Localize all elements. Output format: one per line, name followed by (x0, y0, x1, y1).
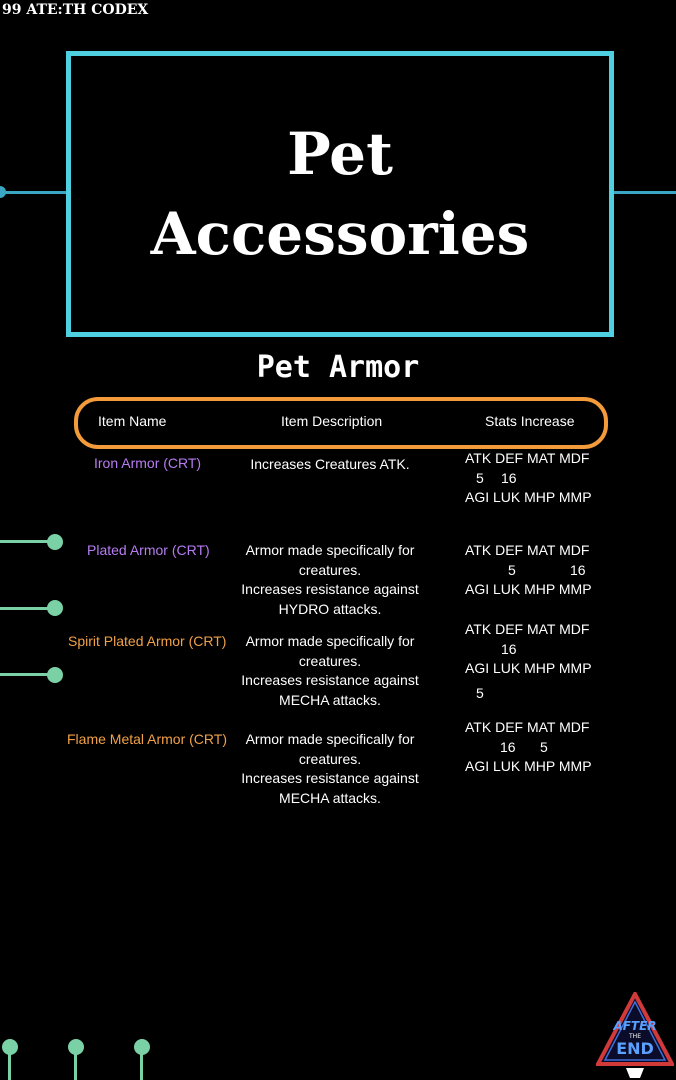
desc-line: MECHA attacks. (279, 691, 381, 708)
desc-line: Increases resistance against (241, 770, 419, 787)
circuit-line (0, 607, 50, 610)
item-name: Spirit Plated Armor (CRT) (68, 633, 227, 649)
item-description (230, 455, 430, 475)
stat-value-def: 16 (501, 641, 517, 657)
hero-connector-left (0, 191, 66, 194)
circuit-stem (140, 1050, 143, 1080)
desc-line: Armor made specifically for (245, 542, 415, 558)
logo-text-end: END (616, 1039, 654, 1058)
circuit-line (0, 673, 50, 676)
desc-line: Armor made specifically for (245, 633, 415, 649)
section-title: Pet Armor (256, 350, 420, 385)
item-description (230, 730, 430, 808)
logo-text-after: AFTER (613, 1019, 657, 1033)
circuit-line (0, 540, 50, 543)
item-description (230, 632, 430, 710)
stat-labels-primary: ATK DEF MAT MDF (465, 542, 590, 558)
stat-labels-secondary: AGI LUK MHP MMP (465, 489, 592, 505)
desc-line: creatures. (298, 652, 362, 669)
stat-labels-primary: ATK DEF MAT MDF (465, 719, 590, 735)
desc-line: creatures. (298, 750, 362, 767)
brand-label: 99 ATE:TH CODEX (2, 2, 149, 18)
hero-title-line1: Pet (287, 120, 393, 188)
circuit-node (47, 667, 63, 683)
stat-value-atk: 5 (476, 470, 484, 486)
desc-line: Increases resistance against (241, 581, 419, 598)
stat-labels-primary: ATK DEF MAT MDF (465, 450, 590, 466)
stat-value-def: 16 (501, 470, 517, 486)
item-name: Plated Armor (CRT) (87, 542, 210, 558)
circuit-stem (8, 1050, 11, 1080)
hero-box (66, 51, 614, 337)
stat-labels-secondary: AGI LUK MHP MMP (465, 660, 592, 676)
hero-title-line2: Accessories (150, 200, 530, 268)
item-name: Iron Armor (CRT) (94, 455, 202, 471)
header-item-name: Item Name (98, 413, 167, 429)
after-the-end-logo (596, 992, 674, 1080)
item-name: Flame Metal Armor (CRT) (67, 731, 227, 747)
stat-value-def: 5 (508, 562, 516, 578)
header-item-description: Item Description (281, 413, 383, 429)
circuit-stem (74, 1050, 77, 1080)
desc-line: Increases resistance against (241, 672, 419, 689)
circuit-node (47, 600, 63, 616)
stat-value-mat: 5 (540, 739, 548, 755)
desc-line: creatures. (298, 561, 362, 578)
desc-line: Increases Creatures ATK. (250, 456, 410, 472)
circuit-node (47, 534, 63, 550)
stat-labels-secondary: AGI LUK MHP MMP (465, 581, 592, 597)
stat-labels-primary: ATK DEF MAT MDF (465, 621, 590, 637)
hero-connector-right (610, 191, 676, 194)
stat-value-mdf: 16 (570, 562, 586, 578)
desc-line: MECHA attacks. (279, 789, 381, 806)
stat-value-agi: 5 (476, 685, 484, 701)
desc-line: Armor made specifically for (245, 731, 415, 747)
logo-text-the: THE (629, 1033, 641, 1040)
stat-value-def: 16 (500, 739, 516, 755)
stat-labels-secondary: AGI LUK MHP MMP (465, 758, 592, 774)
header-stats-increase: Stats Increase (485, 413, 575, 429)
item-description (230, 541, 430, 619)
desc-line: HYDRO attacks. (278, 600, 382, 617)
